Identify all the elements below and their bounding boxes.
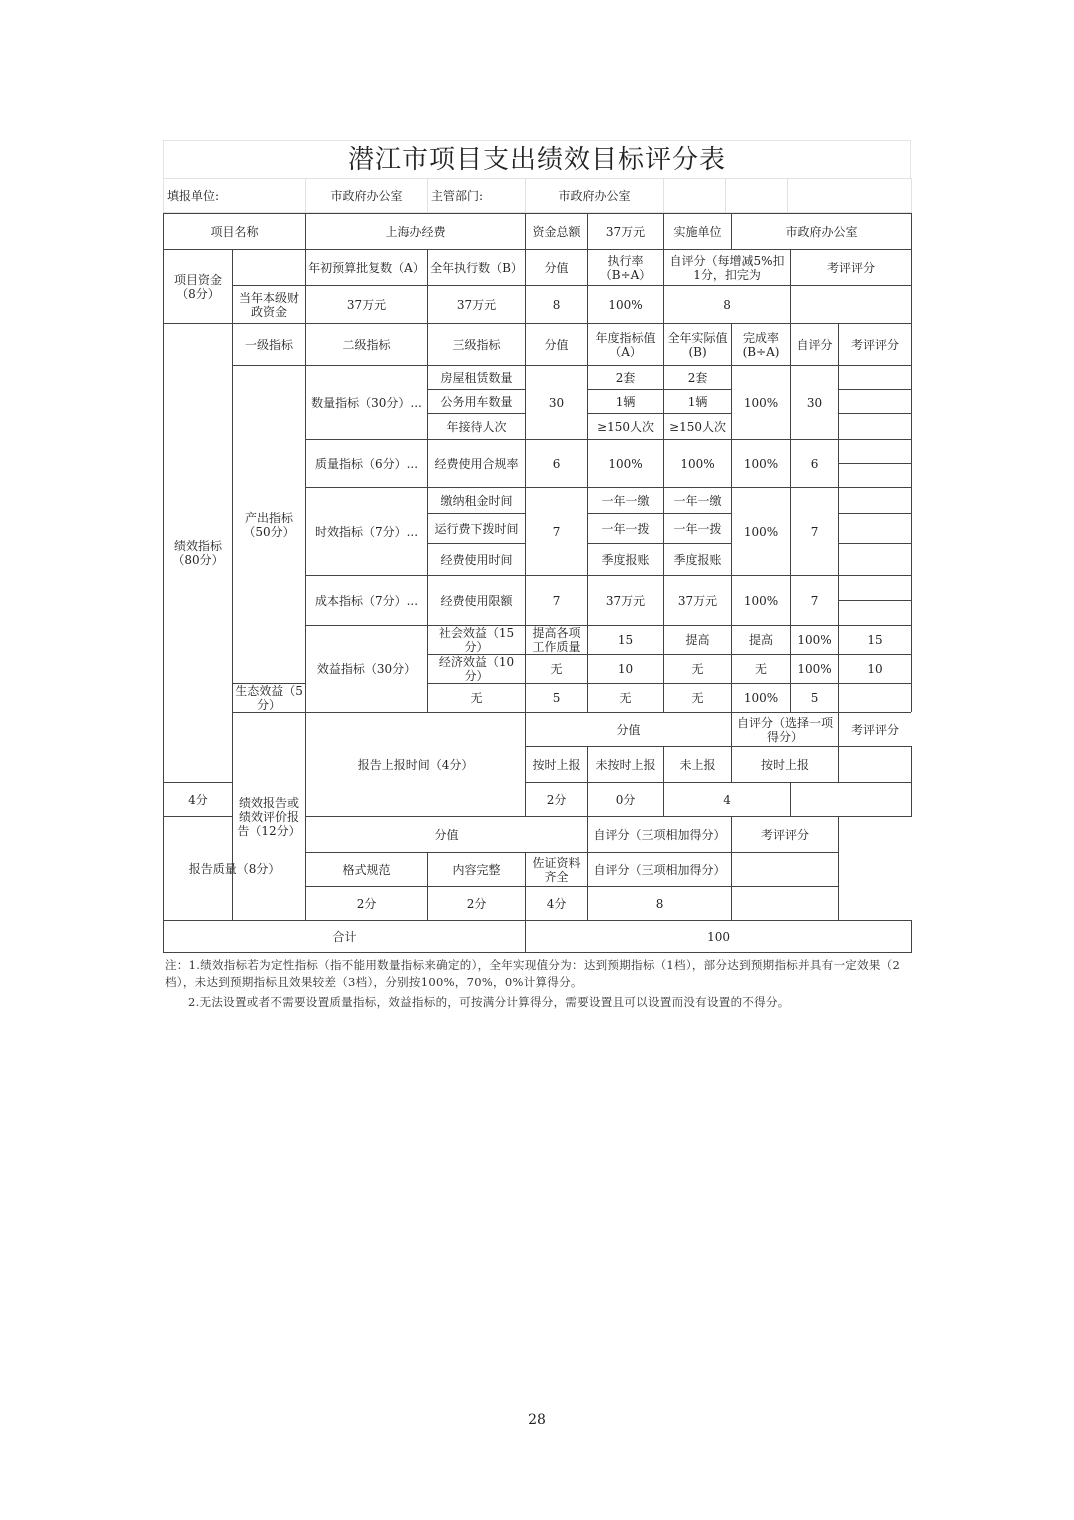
funds-value-row bbox=[164, 286, 912, 324]
table-row: 效益指标（30分） 社会效益（15分） 提高各项工作质量 15 提高 提高 100% 15 bbox=[164, 626, 912, 655]
table-row: 运行费下拨时间 一年一拨 一年一拨 bbox=[164, 514, 912, 544]
table-row: 经费使用时间 季度报账 季度报账 bbox=[164, 544, 912, 576]
report-timing-label: 报告上报时间（4分） bbox=[306, 713, 526, 817]
total-funds-value: 37万元 bbox=[588, 214, 664, 250]
h-score: 分值 bbox=[526, 324, 588, 366]
h-l1: 一级指标 bbox=[233, 324, 306, 366]
funds-rate: 100% bbox=[588, 286, 664, 324]
report-quality-header-row: 报告质量（8分） 分值 自评分（三项相加得分） 考评评分 bbox=[164, 817, 912, 853]
notes bbox=[163, 953, 911, 1011]
project-name-label: 项目名称 bbox=[164, 214, 306, 250]
page-number: 28 bbox=[528, 1412, 546, 1428]
output-label: 产出指标（50分） bbox=[233, 366, 306, 684]
perf-header-row bbox=[164, 324, 912, 366]
quantity-rate: 100% bbox=[732, 366, 791, 440]
quantity-label: 数量指标（30分）... bbox=[306, 366, 428, 440]
col-exec: 全年执行数（B） bbox=[428, 250, 526, 286]
funds-label: 项目资金（8分） bbox=[164, 250, 233, 324]
report-quality-label: 报告质量（8分） bbox=[164, 817, 306, 921]
col-score: 分值 bbox=[526, 250, 588, 286]
cost-label: 成本指标（7分）... bbox=[306, 576, 428, 626]
col-self: 自评分（每增减5%扣1分，扣完为 bbox=[664, 250, 791, 286]
project-row bbox=[164, 214, 912, 250]
total-funds-label: 资金总额 bbox=[526, 214, 588, 250]
table-row: 年接待人次 ≥150人次 ≥150人次 bbox=[164, 414, 912, 440]
total-row bbox=[164, 921, 912, 953]
col-review: 考评评分 bbox=[791, 250, 912, 286]
benefit-label: 效益指标（30分） bbox=[306, 626, 428, 713]
table-row: 生态效益（5分） 无 5 无 无 100% 5 bbox=[164, 684, 912, 713]
table-row: 质量指标（6分）... 经费使用合规率 6 100% 100% 100% 6 bbox=[164, 440, 912, 464]
h-target: 年度指标值（A） bbox=[588, 324, 664, 366]
h-l2: 二级指标 bbox=[306, 324, 428, 366]
funds-header-row bbox=[164, 250, 912, 286]
quantity-self: 30 bbox=[791, 366, 839, 440]
unit-label: 填报单位: bbox=[164, 179, 306, 213]
funds-budget: 37万元 bbox=[306, 286, 428, 324]
note-1: 注：1.绩效指标若为定性指标（指不能用数量指标来确定的），全年实现值分为：达到预期指标（1档），部分达到预期指标并具有一定效果（2档），未达到预期指标且效果较差（3档），分别按100%，70%，0%计算得分。 bbox=[165, 958, 901, 989]
dept-label: 主管部门: bbox=[428, 179, 526, 213]
quality-label: 质量指标（6分）... bbox=[306, 440, 428, 488]
total-label: 合计 bbox=[164, 921, 526, 953]
h-self: 自评分 bbox=[791, 324, 839, 366]
col-budget: 年初预算批复数（A） bbox=[306, 250, 428, 286]
table-row: 成本指标（7分）... 经费使用限额 7 37万元 37万元 100% 7 bbox=[164, 576, 912, 601]
h-l3: 三级指标 bbox=[428, 324, 526, 366]
funds-exec: 37万元 bbox=[428, 286, 526, 324]
col-rate: 执行率（B÷A） bbox=[588, 250, 664, 286]
note-2: 2.无法设置或者不需要设置质量指标，效益指标的，可按满分计算得分，需要设置且可以设置而没有设置的不得分。 bbox=[188, 995, 790, 1009]
sheet-title: 潜江市项目支出绩效目标评分表 bbox=[163, 140, 911, 178]
score-sheet bbox=[163, 140, 911, 1014]
impl-unit-value: 市政府办公室 bbox=[732, 214, 912, 250]
quantity-score: 30 bbox=[526, 366, 588, 440]
project-name-value: 上海办经费 bbox=[306, 214, 526, 250]
report-timing-header-row: 绩效报告或绩效评价报告（12分） 报告上报时间（4分） 分值 自评分（选择一项得分） 考评评分 bbox=[164, 713, 912, 747]
perf-label: 绩效指标（80分） bbox=[164, 324, 233, 783]
h-review: 考评评分 bbox=[839, 324, 912, 366]
timeliness-label: 时效指标（7分）... bbox=[306, 488, 428, 576]
table-row: 公务用车数量 1辆 1辆 bbox=[164, 390, 912, 414]
funds-review bbox=[791, 286, 912, 324]
impl-unit-label: 实施单位 bbox=[664, 214, 732, 250]
table-row: 产出指标（50分） 数量指标（30分）... 房屋租赁数量 30 2套 2套 100% 30 bbox=[164, 366, 912, 390]
unit-value: 市政府办公室 bbox=[306, 179, 428, 213]
table-row: 时效指标（7分）... 缴纳租金时间 7 一年一缴 一年一缴 100% 7 bbox=[164, 488, 912, 514]
table-row: 经济效益（10分） 无 10 无 无 100% 10 bbox=[164, 655, 912, 684]
funds-self: 8 bbox=[664, 286, 791, 324]
dept-value: 市政府办公室 bbox=[526, 179, 664, 213]
score-table: 项目名称 上海办经费 资金总额 37万元 实施单位 市政府办公室 项目资金（8分） 年初预算批复数（A） 全年执行数（B） 分值 执行率（B÷A） 自评分（每增减5%扣1分，扣完为 考评评分 当年本级财政资金 37万元 37万元 8 100% 8 绩效指标（80分） 一级指标 二级指标 三级指标 分值 年度指标值（A） 全年实际值(B) 完成率(B÷A) 自评分 考评评分 产出指标（50分） 数量指标（30分）... 房屋租赁数量 30 2套 2套 100% 30 公务用车数量 1辆 1辆 年接待人次 ≥150人次 ≥150人次 质量指标（6分）... 经费使用合规率 6 100% 100% 100% 6 时效指标（7分）... 缴纳租金时间 7 一年一缴 一年一缴 100% 7 运行费下拨时间 一年一拨 一年一拨 经费使用时间 季度报账 季度报账 成本指标（7分）... 经费使用限额 7 37万元 37万元 100% 7 效益指标（30分） 社会效益（15分） 提高各项工作质量 15 提高 提高 100% 15 经济效益（10分） 无 10 无 无 100% 10 生态效益（5分） 无 5 无 无 100% 5 绩效报告或绩效评价报告（12分） 报告上报时间（4分） 分值 自评分（选择一项得分） 考评评分 按时上报 未按时上报 未上报 按时上报 4分 2分 0分 4 报告质量（8分） 分值 自评分（三项相加得分） 考评评分 格式规范 内容完整 佐证资料齐全 自评分（三项相加得分） 2分 2分 4分 8 合计 100 bbox=[163, 213, 912, 953]
h-rate: 完成率(B÷A) bbox=[732, 324, 791, 366]
funds-row-label: 当年本级财政资金 bbox=[233, 286, 306, 324]
h-actual: 全年实际值(B) bbox=[664, 324, 732, 366]
funds-score: 8 bbox=[526, 286, 588, 324]
report-label: 绩效报告或绩效评价报告（12分） bbox=[233, 713, 306, 921]
header-info bbox=[163, 178, 912, 213]
total-value: 100 bbox=[526, 921, 912, 953]
